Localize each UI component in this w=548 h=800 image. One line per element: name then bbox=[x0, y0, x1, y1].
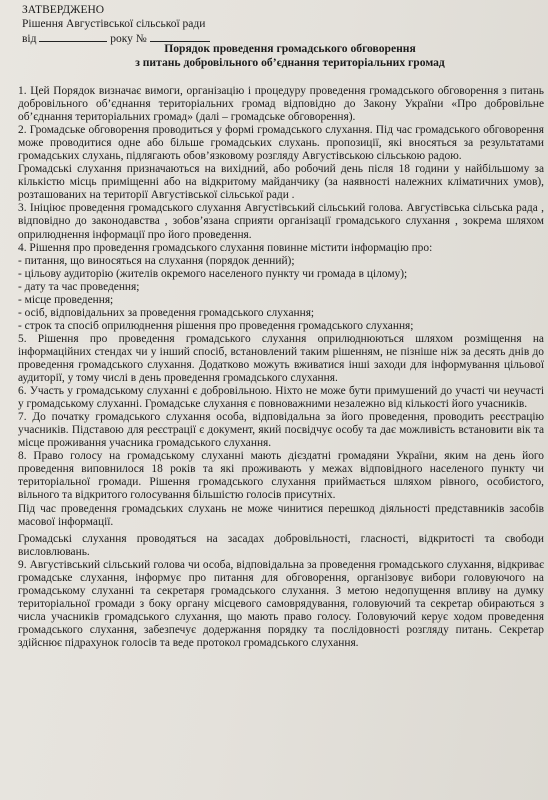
date-blank bbox=[39, 31, 107, 42]
list-item: - місце проведення; bbox=[18, 293, 114, 306]
approval-number-prefix: року № bbox=[110, 33, 147, 45]
list-item: - строк та спосіб оприлюднення рішення про проведення громадського слухання; bbox=[18, 319, 414, 332]
list-item: - питання, що виносяться на слухання (порядок денний); bbox=[18, 254, 295, 267]
paragraph-7: 7. До початку громадського слухання особа, відповідальна за його проведення, проводить реєстрацію учасників. Підставою для реєстрації є документ, який посвідчує особу та дає можливість встановити вік та місце проживання учасника громадського слухання. bbox=[18, 411, 544, 450]
paragraph-1: 1. Цей Порядок визначає вимоги, організацію і процедуру проведення громадського обговорення з питань добровільного об’єднання територіальних громад відповідно до Закону України «Про добровільне об’єднання територіальних громад» (далі – громадське обговорення). bbox=[18, 85, 544, 124]
paragraph-3: 3. Ініціює проведення громадського слухання Августівський сільський голова. Августівська сільська рада , відповідно до законодавства , зобов’язана сприяти організації громадського слухання , зокрема шляхом оприлюднення інформації про його проведення. bbox=[18, 202, 544, 241]
number-blank bbox=[150, 31, 210, 42]
approval-date-prefix: від bbox=[22, 33, 37, 45]
paragraph-2b: Громадські слухання призначаються на вихідний, або робочий день після 18 години у найбільшому за кількістю місць приміщенні або на відкритому майданчику (за наявності належних кліматичних умов), розташованих на території Августівської сільської ради . bbox=[18, 163, 544, 202]
paragraph-4: 4. Рішення про проведення громадського слухання повинне містити інформацію про: bbox=[18, 241, 433, 254]
title-line-1: Порядок проведення громадського обговорення bbox=[164, 42, 416, 55]
title-line-2: з питань добровільного об’єднання територіальних громад bbox=[135, 55, 445, 69]
document-body bbox=[18, 85, 544, 650]
approval-council: Рішення Августівської сільської ради bbox=[22, 18, 206, 30]
paragraph-8: 8. Право голосу на громадському слуханні мають дієздатні громадяни України, яким на день його проведення виповнилося 18 років та які проживають у межах відповідного населеного пункту чи територіальної громади. Рішення громадського слухання приймається шляхом рівного, особистого, вільного та відкритого голосування більшістю голосів присутніх. bbox=[18, 450, 544, 502]
approval-title: ЗАТВЕРДЖЕНО bbox=[22, 4, 105, 16]
list-item: - цільову аудиторію (жителів окремого населеного пункту чи громада в цілому); bbox=[18, 267, 408, 280]
paragraph-9: 9. Августівський сільський голова чи особа, відповідальна за проведення громадського слухання, відкриває громадське слухання, інформує про питання для обговорення, організовує вибори головуючого на громадському слуханні та секретаря громадського слухання. З метою недопущення впливу на думку територіальної громади з боку органу місцевого самоврядування, головуючий та секретар обираються з числа учасників громадського слухання, що мають право голосу. Головуючий керує ходом проведення громадського слухання, забезпечує додержання порядку та послідовності розгляду питань. Секретар здійснює підрахунок голосів та веде протокол громадського слухання. bbox=[18, 558, 544, 649]
paragraph-5: 5. Рішення про проведення громадського слухання оприлюднюються шляхом розміщення на інформаційних стендах чи у інший спосіб, встановлений таким рішенням, не пізніше ніж за десять днів до проведення громадського слухання. Додатково можуть вживатися інші заходи для інформування цільової аудиторії, у тому числі в день проведення громадського слухання. bbox=[18, 332, 544, 385]
paragraph-8b: Під час проведення громадських слухань не може чинитися перешкод діяльності представників засобів масової інформації. bbox=[18, 502, 544, 528]
approval-stamp bbox=[22, 3, 210, 46]
list-item: - осіб, відповідальних за проведення громадського слухання; bbox=[18, 306, 315, 319]
paragraph-2: 2. Громадське обговорення проводиться у формі громадського слухання. Під час громадського обговорення може проводитися одне або більше громадських слухань. пропозиції, які вносяться за результатами громадських слухань, підлягають обов’язковому розгляду Августівською сільською радою. bbox=[18, 124, 544, 163]
list-item: - дату та час проведення; bbox=[18, 280, 140, 293]
document-title bbox=[60, 42, 520, 69]
paragraph-8c: Громадські слухання проводяться на засадах добровільності, гласності, відкритості та свободи висловлювань. bbox=[18, 532, 544, 558]
paragraph-6: 6. Участь у громадському слуханні є добровільною. Ніхто не може бути примушений до участі чи неучасті у громадському слуханні. Громадське слухання є повноважними незалежно від кількості його учасників. bbox=[18, 385, 544, 411]
